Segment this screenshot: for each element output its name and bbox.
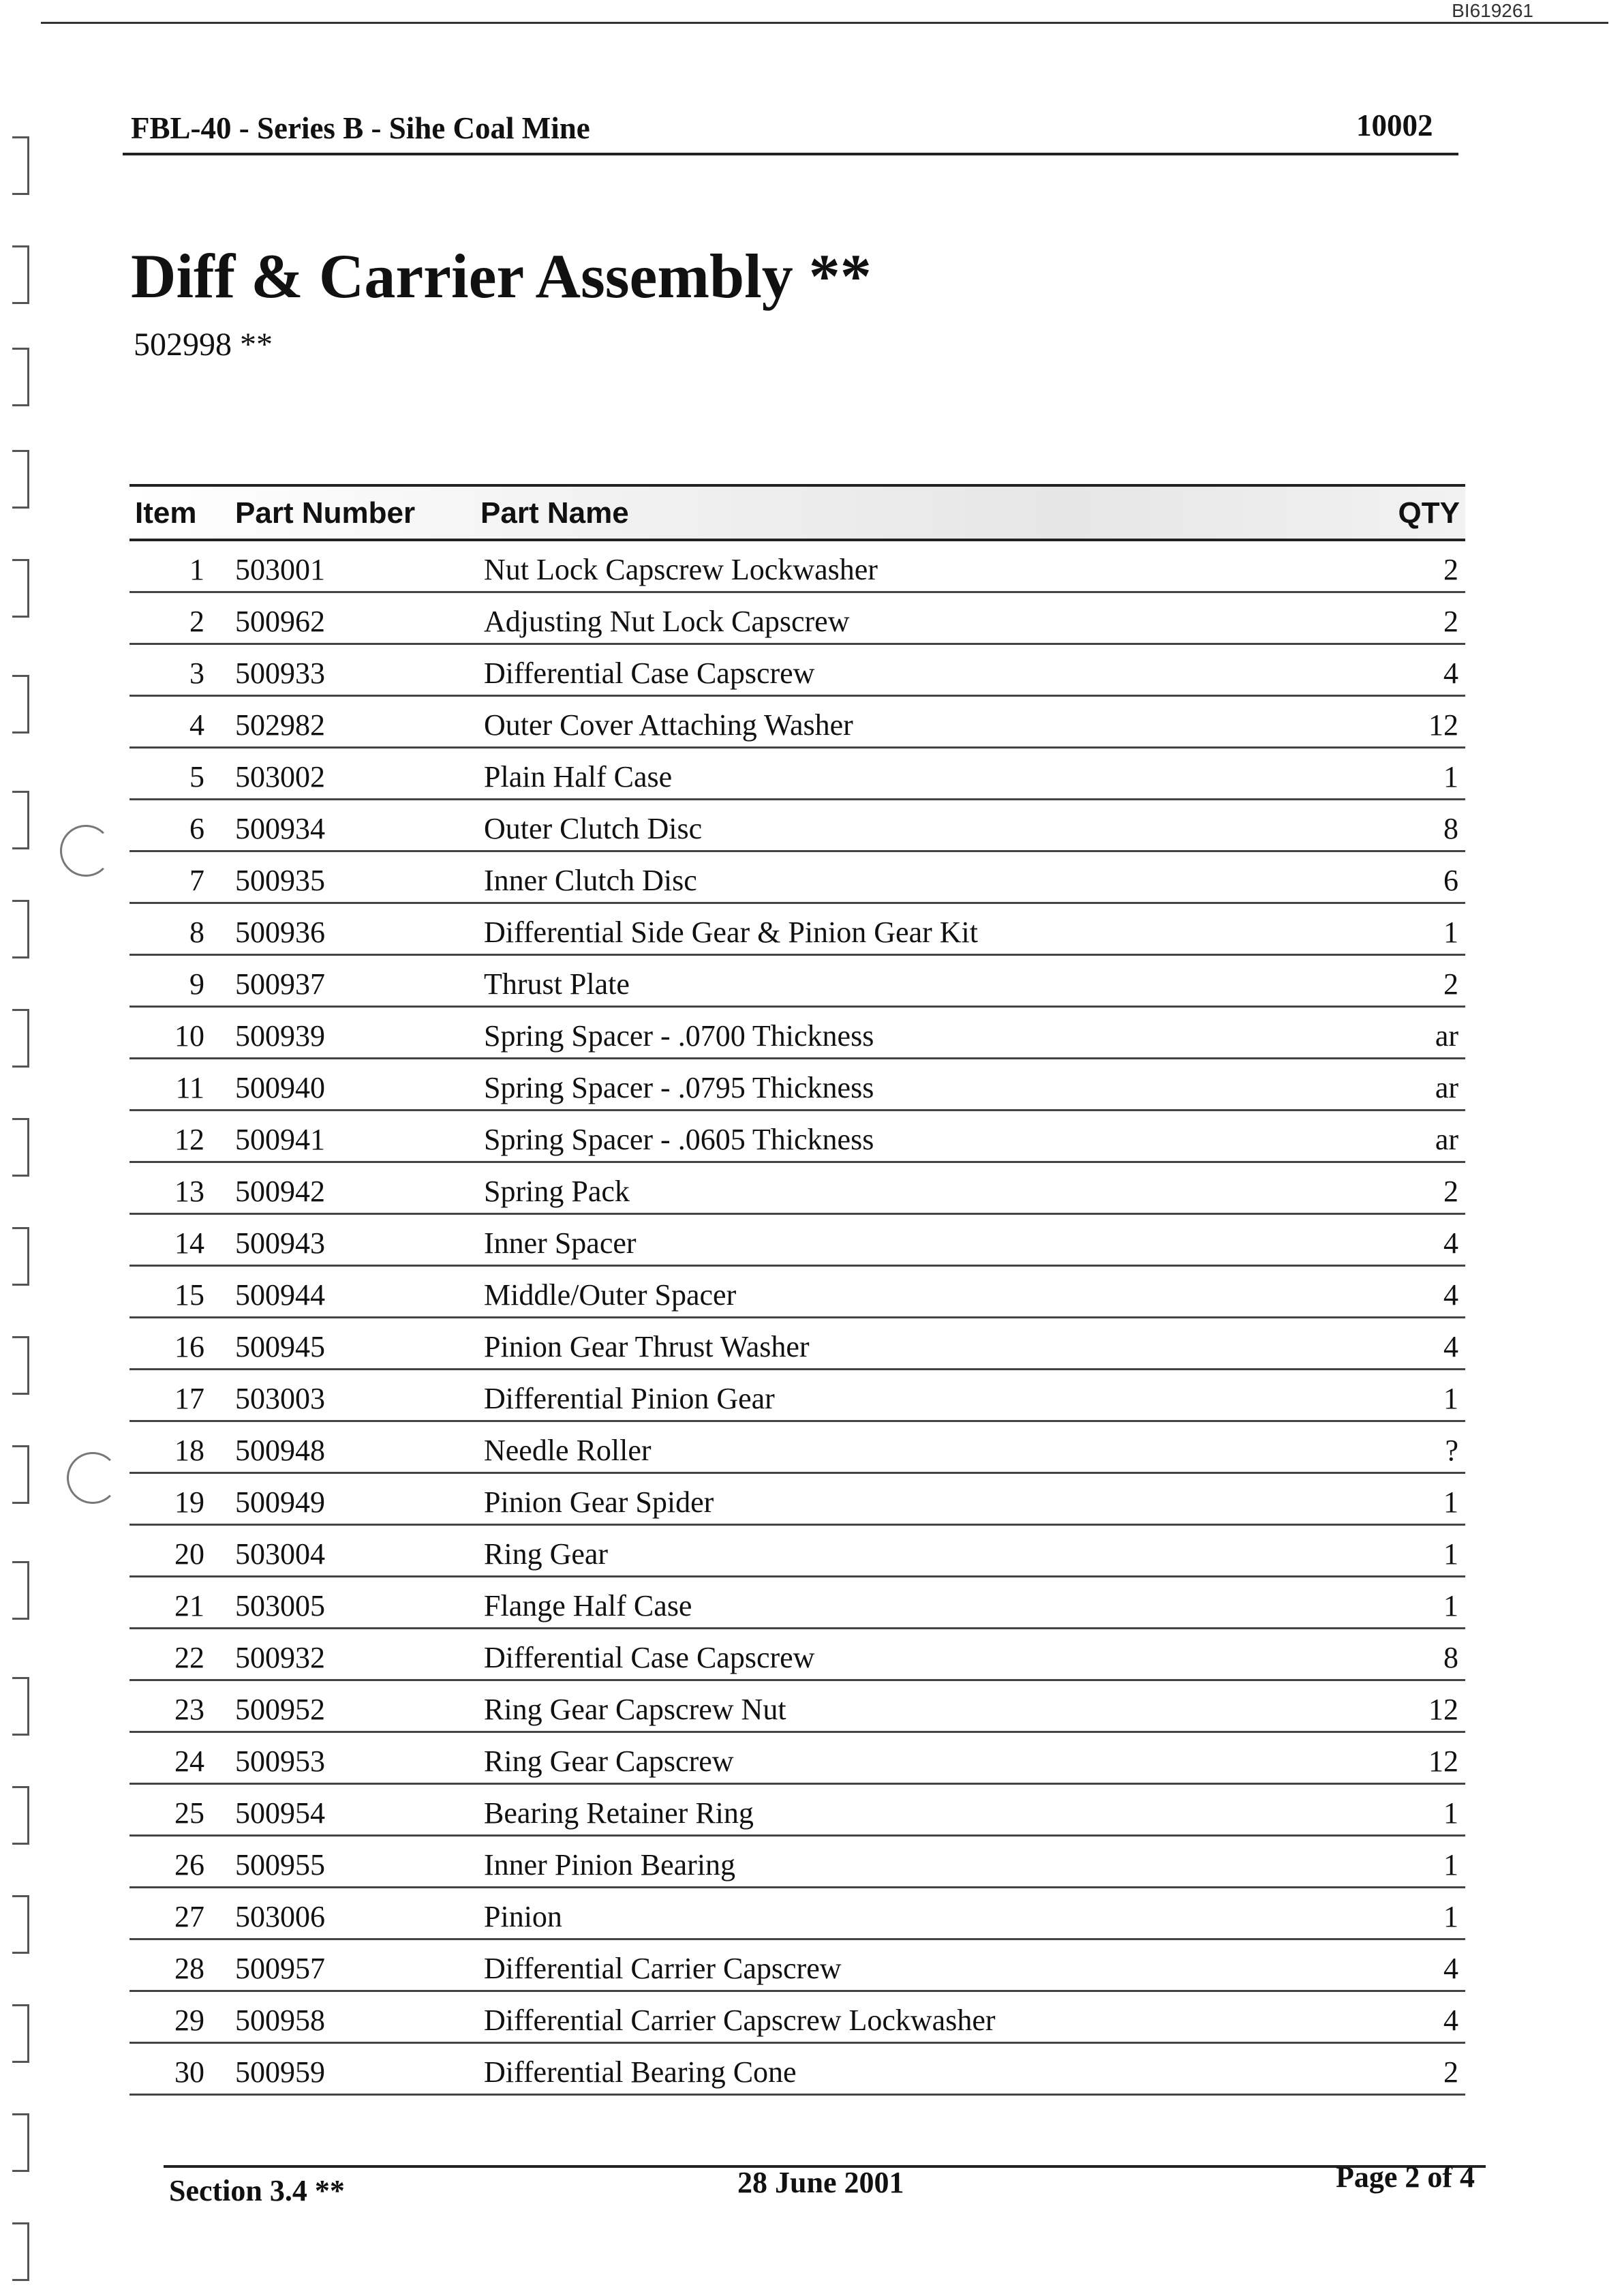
quantity: 1 — [1443, 1900, 1458, 1933]
part-name: Pinion Gear Thrust Washer — [484, 1330, 810, 1363]
quantity: 1 — [1443, 1848, 1458, 1882]
part-number: 500952 — [235, 1693, 325, 1726]
item-number: 24 — [174, 1744, 204, 1778]
item-number: 11 — [175, 1071, 204, 1104]
part-number: 500957 — [235, 1952, 325, 1985]
table-header — [129, 484, 1465, 541]
part-name: Bearing Retainer Ring — [484, 1796, 754, 1830]
top-rule — [41, 22, 1608, 24]
quantity: 1 — [1443, 1485, 1458, 1519]
table-row — [129, 645, 1465, 697]
part-number: 500949 — [235, 1485, 325, 1519]
part-name: Needle Roller — [484, 1434, 652, 1467]
part-name: Spring Spacer - .0700 Thickness — [484, 1019, 874, 1053]
item-number: 1 — [189, 553, 204, 586]
quantity: 12 — [1428, 708, 1458, 742]
item-number: 13 — [174, 1175, 204, 1208]
item-number: 29 — [174, 2004, 204, 2037]
part-name: Thrust Plate — [484, 967, 630, 1001]
part-number: 500932 — [235, 1641, 325, 1674]
item-number: 6 — [189, 812, 204, 845]
table-row — [129, 1992, 1465, 2044]
item-number: 25 — [174, 1796, 204, 1830]
part-number: 500959 — [235, 2055, 325, 2089]
table-row — [129, 1008, 1465, 1059]
footer-date: 28 June 2001 — [737, 2166, 904, 2199]
quantity: 1 — [1443, 1537, 1458, 1571]
part-number: 500935 — [235, 864, 325, 897]
part-number: 500958 — [235, 2004, 325, 2037]
quantity: 4 — [1443, 1952, 1458, 1985]
part-number: 503005 — [235, 1589, 325, 1622]
part-name: Ring Gear Capscrew Nut — [484, 1693, 786, 1726]
quantity: 2 — [1443, 2055, 1458, 2089]
table-row — [129, 1733, 1465, 1785]
quantity: 2 — [1443, 1175, 1458, 1208]
item-number: 30 — [174, 2055, 204, 2089]
part-name: Spring Spacer - .0605 Thickness — [484, 1123, 874, 1156]
item-number: 21 — [174, 1589, 204, 1622]
item-number: 15 — [174, 1278, 204, 1312]
quantity: 2 — [1443, 605, 1458, 638]
part-number: 503003 — [235, 1382, 325, 1415]
quantity: ? — [1445, 1434, 1458, 1467]
part-name: Pinion Gear Spider — [484, 1485, 714, 1519]
part-name: Spring Spacer - .0795 Thickness — [484, 1071, 874, 1104]
table-row — [129, 1163, 1465, 1215]
part-number: 503004 — [235, 1537, 325, 1571]
quantity: ar — [1435, 1123, 1458, 1156]
table-row — [129, 697, 1465, 749]
table-row — [129, 956, 1465, 1008]
table-row — [129, 1267, 1465, 1318]
item-number: 7 — [189, 864, 204, 897]
part-name: Ring Gear Capscrew — [484, 1744, 734, 1778]
quantity: 2 — [1443, 553, 1458, 586]
table-row — [129, 593, 1465, 645]
table-row — [129, 1526, 1465, 1577]
item-number: 3 — [189, 656, 204, 690]
part-number: 503001 — [235, 553, 325, 586]
header-title: FBL-40 - Series B - Sihe Coal Mine — [131, 111, 590, 145]
part-number: 500948 — [235, 1434, 325, 1467]
item-number: 16 — [174, 1330, 204, 1363]
table-row — [129, 1785, 1465, 1837]
part-number: 500943 — [235, 1226, 325, 1260]
table-row — [129, 749, 1465, 800]
column-header-part-name: Part Name — [480, 496, 629, 530]
item-number: 8 — [189, 916, 204, 949]
header-rule — [123, 153, 1458, 155]
part-name: Adjusting Nut Lock Capscrew — [484, 605, 850, 638]
part-name: Differential Carrier Capscrew — [484, 1952, 842, 1985]
item-number: 27 — [174, 1900, 204, 1933]
part-name: Differential Pinion Gear — [484, 1382, 775, 1415]
part-number: 503002 — [235, 760, 325, 794]
table-row — [129, 1422, 1465, 1474]
part-number: 500934 — [235, 812, 325, 845]
binder-edge — [12, 41, 53, 2291]
part-number: 500941 — [235, 1123, 325, 1156]
quantity: ar — [1435, 1071, 1458, 1104]
part-name: Differential Case Capscrew — [484, 656, 815, 690]
quantity: 8 — [1443, 1641, 1458, 1674]
part-number: 500944 — [235, 1278, 325, 1312]
table-row — [129, 1837, 1465, 1888]
quantity: 1 — [1443, 1382, 1458, 1415]
part-name: Inner Clutch Disc — [484, 864, 697, 897]
punch-hole — [67, 1452, 119, 1504]
table-row — [129, 1370, 1465, 1422]
table-row — [129, 1059, 1465, 1111]
item-number: 28 — [174, 1952, 204, 1985]
part-name: Nut Lock Capscrew Lockwasher — [484, 553, 878, 586]
quantity: 4 — [1443, 1278, 1458, 1312]
quantity: 12 — [1428, 1693, 1458, 1726]
part-name: Flange Half Case — [484, 1589, 692, 1622]
quantity: 12 — [1428, 1744, 1458, 1778]
item-number: 12 — [174, 1123, 204, 1156]
item-number: 9 — [189, 967, 204, 1001]
table-row — [129, 1111, 1465, 1163]
part-name: Spring Pack — [484, 1175, 630, 1208]
part-number: 503006 — [235, 1900, 325, 1933]
column-header-qty: QTY — [1398, 496, 1460, 530]
header-number: 10002 — [1356, 108, 1433, 142]
part-name: Ring Gear — [484, 1537, 609, 1571]
part-name: Outer Clutch Disc — [484, 812, 703, 845]
quantity: 1 — [1443, 760, 1458, 794]
item-number: 18 — [174, 1434, 204, 1467]
table-row — [129, 1940, 1465, 1992]
part-number: 500939 — [235, 1019, 325, 1053]
table-row — [129, 852, 1465, 904]
part-name: Middle/Outer Spacer — [484, 1278, 737, 1312]
punch-hole — [60, 825, 112, 877]
quantity: 6 — [1443, 864, 1458, 897]
parts-table — [129, 484, 1465, 2096]
part-number: 502982 — [235, 708, 325, 742]
part-name: Inner Pinion Bearing — [484, 1848, 736, 1882]
part-number: 500940 — [235, 1071, 325, 1104]
table-row — [129, 1215, 1465, 1267]
part-name: Inner Spacer — [484, 1226, 637, 1260]
part-name: Pinion — [484, 1900, 562, 1933]
quantity: 1 — [1443, 1796, 1458, 1830]
part-number: 500955 — [235, 1848, 325, 1882]
table-row — [129, 1577, 1465, 1629]
part-number: 500937 — [235, 967, 325, 1001]
part-name: Outer Cover Attaching Washer — [484, 708, 853, 742]
item-number: 17 — [174, 1382, 204, 1415]
item-number: 14 — [174, 1226, 204, 1260]
table-row — [129, 1474, 1465, 1526]
part-name: Differential Side Gear & Pinion Gear Kit — [484, 916, 978, 949]
page-title: Diff & Carrier Assembly ** — [131, 241, 872, 311]
item-number: 10 — [174, 1019, 204, 1053]
part-number: 500953 — [235, 1744, 325, 1778]
table-body — [129, 541, 1465, 2096]
quantity: ar — [1435, 1019, 1458, 1053]
part-name: Differential Bearing Cone — [484, 2055, 797, 2089]
quantity: 1 — [1443, 916, 1458, 949]
table-row — [129, 1629, 1465, 1681]
quantity: 4 — [1443, 1330, 1458, 1363]
item-number: 22 — [174, 1641, 204, 1674]
part-name: Differential Case Capscrew — [484, 1641, 815, 1674]
item-number: 5 — [189, 760, 204, 794]
item-number: 4 — [189, 708, 204, 742]
table-row — [129, 800, 1465, 852]
table-row — [129, 1888, 1465, 1940]
footer-page-number: Page 2 of 4 — [1336, 2160, 1475, 2194]
document-id: BI619261 — [1452, 0, 1533, 21]
part-number: 500945 — [235, 1330, 325, 1363]
item-number: 2 — [189, 605, 204, 638]
table-row — [129, 1681, 1465, 1733]
assembly-number: 502998 ** — [134, 327, 273, 363]
part-number: 500933 — [235, 656, 325, 690]
part-number: 500942 — [235, 1175, 325, 1208]
quantity: 2 — [1443, 967, 1458, 1001]
table-row — [129, 541, 1465, 593]
quantity: 4 — [1443, 2004, 1458, 2037]
item-number: 26 — [174, 1848, 204, 1882]
table-row — [129, 904, 1465, 956]
footer-section: Section 3.4 ** — [169, 2174, 345, 2207]
quantity: 4 — [1443, 656, 1458, 690]
part-number: 500962 — [235, 605, 325, 638]
part-number: 500954 — [235, 1796, 325, 1830]
table-row — [129, 2044, 1465, 2096]
item-number: 20 — [174, 1537, 204, 1571]
part-name: Differential Carrier Capscrew Lockwasher — [484, 2004, 996, 2037]
part-name: Plain Half Case — [484, 760, 673, 794]
item-number: 19 — [174, 1485, 204, 1519]
table-row — [129, 1318, 1465, 1370]
quantity: 1 — [1443, 1589, 1458, 1622]
column-header-item: Item — [135, 496, 197, 530]
column-header-part-number: Part Number — [235, 496, 416, 530]
quantity: 8 — [1443, 812, 1458, 845]
part-number: 500936 — [235, 916, 325, 949]
quantity: 4 — [1443, 1226, 1458, 1260]
item-number: 23 — [174, 1693, 204, 1726]
